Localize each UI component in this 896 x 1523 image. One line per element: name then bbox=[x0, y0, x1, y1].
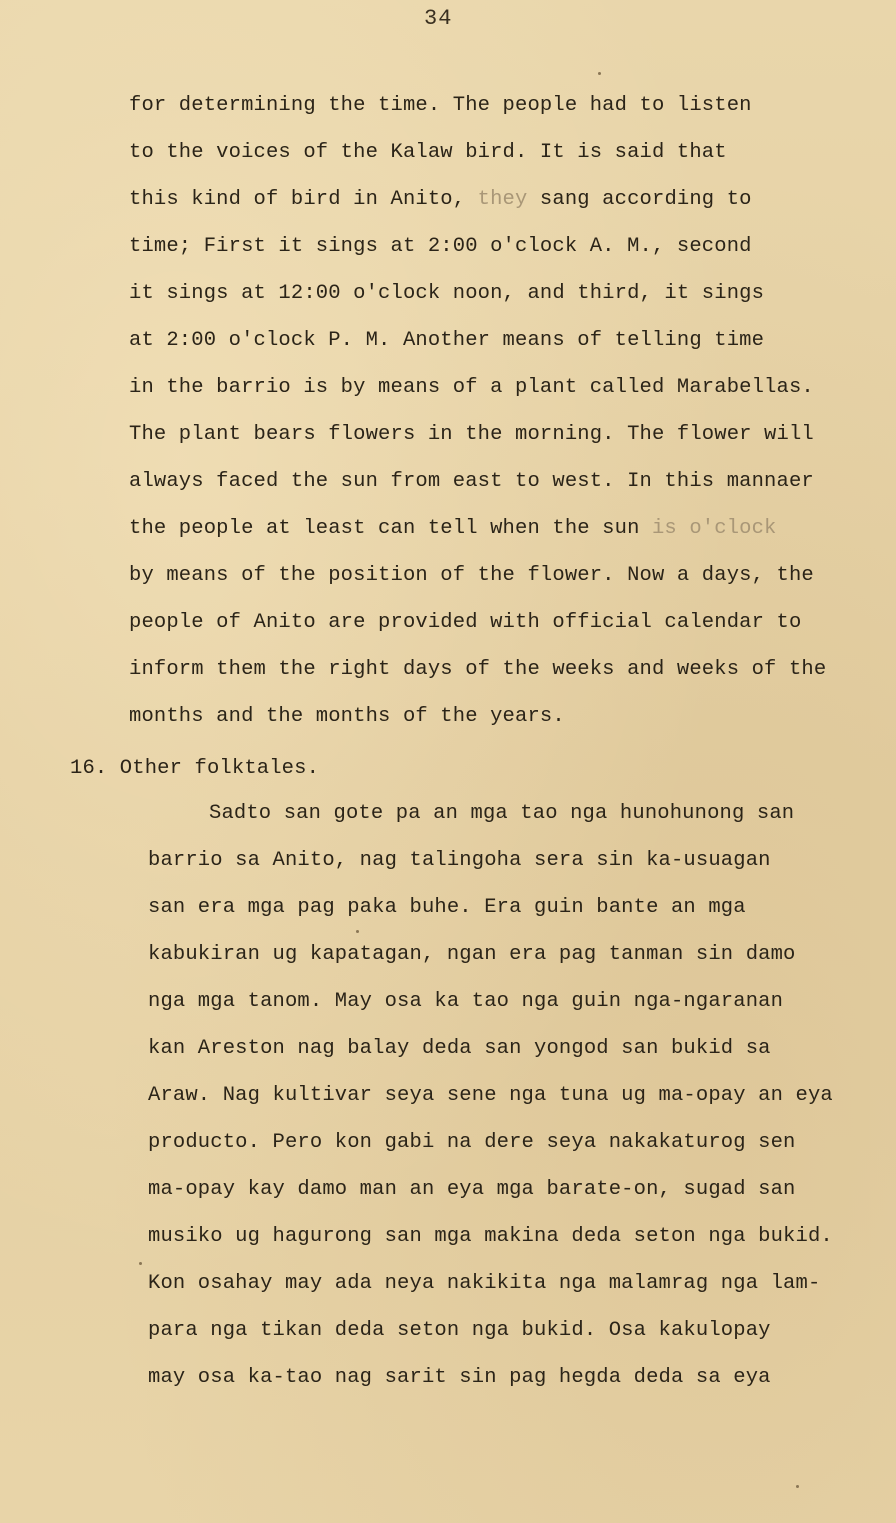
faded-text: is o'clock bbox=[651, 517, 777, 540]
text-line: barrio sa Anito, nag talingoha sera sin ka-usuagan bbox=[148, 849, 771, 872]
text-line: para nga tikan deda seton nga bukid. Osa kakulopay bbox=[148, 1319, 771, 1342]
text-line: producto. Pero kon gabi na dere seya nakakaturog sen bbox=[148, 1131, 796, 1154]
text-line: months and the months of the years. bbox=[129, 705, 565, 728]
text-line: it sings at 12:00 o'clock noon, and third, it sings bbox=[129, 282, 765, 305]
page-number: 34 bbox=[424, 6, 453, 31]
faded-word: they bbox=[477, 188, 528, 211]
text-line: people of Anito are provided with official calendar to bbox=[129, 611, 802, 634]
text-line bbox=[129, 190, 752, 211]
text-line: to the voices of the Kalaw bird. It is said that bbox=[129, 141, 727, 164]
text-line: san era mga pag paka buhe. Era guin bante an mga bbox=[148, 896, 746, 919]
text-line: Araw. Nag kultivar seya sene nga tuna ug ma-opay an eya bbox=[148, 1084, 833, 1107]
text-line: Sadto san gote pa an mga tao nga hunohunong san bbox=[209, 802, 795, 825]
text-line: may osa ka-tao nag sarit sin pag hegda deda sa eya bbox=[148, 1366, 771, 1389]
text-segment: the people at least can tell when the sun bbox=[129, 517, 652, 540]
text-segment: sang according to bbox=[539, 188, 752, 211]
paper-speck bbox=[598, 72, 601, 75]
text-line: always faced the sun from east to west. In this mannaer bbox=[129, 470, 814, 493]
text-line: by means of the position of the flower. Now a days, the bbox=[129, 564, 814, 587]
text-line: time; First it sings at 2:00 o'clock A. M., second bbox=[129, 235, 752, 258]
paper-speck bbox=[139, 1262, 142, 1265]
paper-speck bbox=[356, 930, 359, 933]
text-line: for determining the time. The people had to listen bbox=[129, 94, 752, 117]
text-line bbox=[129, 519, 777, 540]
text-line: in the barrio is by means of a plant called Marabellas. bbox=[129, 376, 814, 399]
text-line: inform them the right days of the weeks and weeks of the bbox=[129, 658, 827, 681]
text-line: nga mga tanom. May osa ka tao nga guin nga-ngaranan bbox=[148, 990, 784, 1013]
text-line: ma-opay kay damo man an eya mga barate-on, sugad san bbox=[148, 1178, 796, 1201]
paper-speck bbox=[796, 1485, 799, 1488]
text-line: at 2:00 o'clock P. M. Another means of telling time bbox=[129, 329, 765, 352]
text-segment: this kind of bird in Anito, bbox=[129, 188, 478, 211]
text-line: Kon osahay may ada neya nakikita nga malamrag nga lam- bbox=[148, 1272, 821, 1295]
text-line: kabukiran ug kapatagan, ngan era pag tanman sin damo bbox=[148, 943, 796, 966]
section-heading: 16. Other folktales. bbox=[70, 757, 320, 780]
text-line: musiko ug hagurong san mga makina deda seton nga bukid. bbox=[148, 1225, 833, 1248]
text-line: The plant bears flowers in the morning. The flower will bbox=[129, 423, 814, 446]
text-line: kan Areston nag balay deda san yongod san bukid sa bbox=[148, 1037, 771, 1060]
